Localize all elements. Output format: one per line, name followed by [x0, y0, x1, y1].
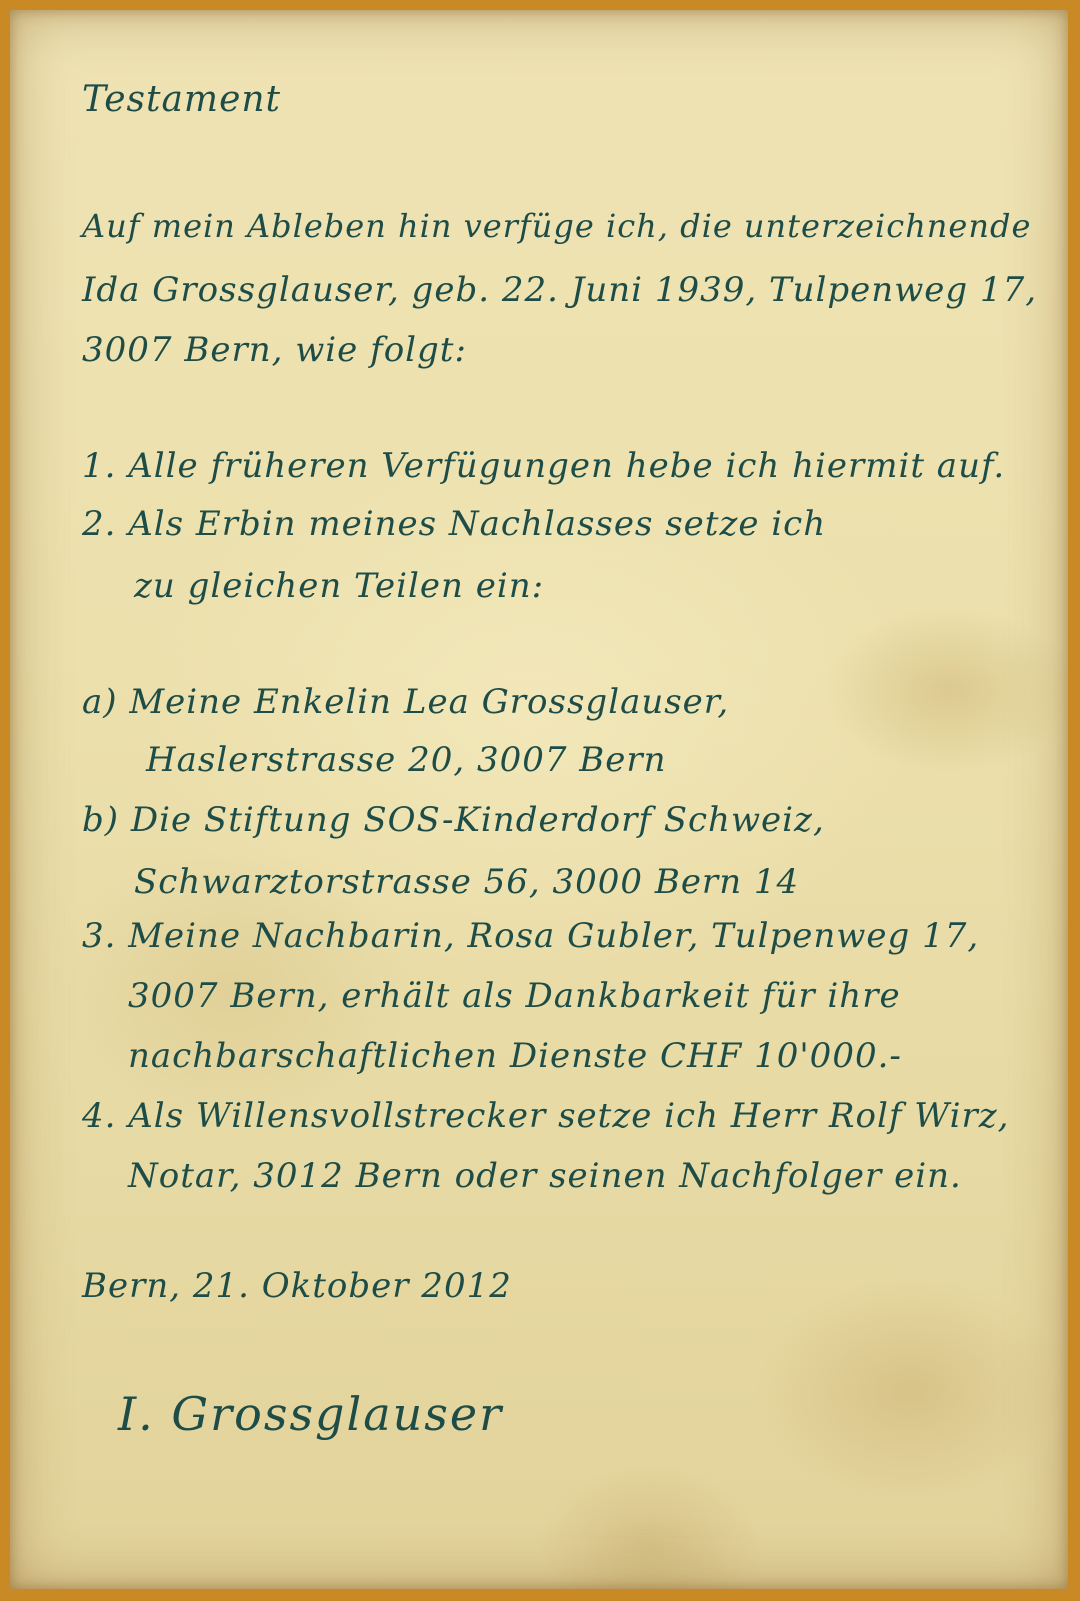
intro-line-1: Auf mein Ableben hin verfüge ich, die unterzeichnende [82, 207, 1032, 245]
paper-sheet [10, 10, 1068, 1589]
clause-2: 2. Als Erbin meines Nachlasses setze ich [82, 504, 827, 544]
signature: I. Grossglauser [118, 1387, 504, 1441]
document-title: Testament [82, 79, 282, 120]
clause-3: 3. Meine Nachbarin, Rosa Gubler, Tulpenweg 17, [82, 916, 980, 956]
heir-a-address: Haslerstrasse 20, 3007 Bern [146, 740, 667, 780]
clause-1: 1. Alle früheren Verfügungen hebe ich hiermit auf. [82, 446, 1006, 486]
clause-4: 4. Als Willensvollstrecker setze ich Herr Rolf Wirz, [82, 1096, 1010, 1136]
clause-4-line-2: Notar, 3012 Bern oder seinen Nachfolger ein. [128, 1156, 962, 1196]
clause-3-line-3: nachbarschaftlichen Dienste CHF 10'000.- [128, 1036, 902, 1076]
heir-a: a) Meine Enkelin Lea Grossglauser, [82, 682, 730, 722]
clause-2-continued: zu gleichen Teilen ein: [134, 566, 545, 606]
intro-line-3: 3007 Bern, wie folgt: [82, 330, 467, 370]
intro-line-2: Ida Grossglauser, geb. 22. Juni 1939, Tulpenweg 17, [82, 270, 1038, 310]
heir-b-address: Schwarztorstrasse 56, 3000 Bern 14 [134, 862, 800, 902]
date-line: Bern, 21. Oktober 2012 [82, 1266, 512, 1306]
clause-3-line-2: 3007 Bern, erhält als Dankbarkeit für ihre [128, 976, 901, 1016]
heir-b: b) Die Stiftung SOS-Kinderdorf Schweiz, [82, 800, 825, 840]
